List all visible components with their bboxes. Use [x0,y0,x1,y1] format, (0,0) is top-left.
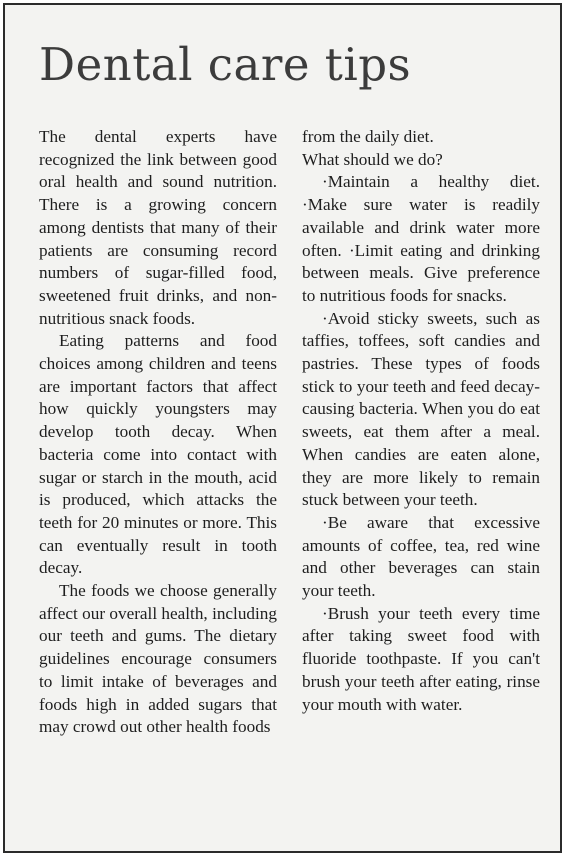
section-heading: What should we do? [302,149,443,169]
tip-healthy-diet: ·Maintain a healthy diet. ·Make sure water is readily available and drink water more often. ·Limit eating and drinking between meals. Give preference to nutritious foods for snacks. [302,172,540,305]
paragraph-foods-we-choose: The foods we choose generally affect our overall health, including our teeth and gums. The dietary guidelines encourage consumers to limit intake of beverages and foods high in added sugars that may crowd out other health foods [39,581,277,737]
article-title: Dental care tips [39,38,412,91]
tip-stain-beverages: ·Be aware that excessive amounts of coffee, tea, red wine and other beverages can stain your teeth. [302,512,540,601]
paragraph-eating-patterns: Eating patterns and food choices among children and teens are important factors that affect how quickly youngsters may develop tooth decay. When bacteria come into contact with sugar or starch in the mouth, acid is produced, which attacks the teeth for 20 minutes or more. This can eventually result in tooth decay. [39,331,277,578]
tip-brush-teeth: ·Brush your teeth every time after taking sweet food with fluoride toothpaste. If you can't brush your teeth after eating, rinse your mouth with water. [302,603,540,714]
tip-sticky-sweets: ·Avoid sticky sweets, such as taffies, toffees, soft candies and pastries. These types of foods stick to your teeth and feed decay-causing bacteria. When you do eat sweets, eat them after a meal. When candies are eaten alone, they are more likely to remain stuck between your teeth. [302,308,540,510]
article-clipping [3,3,562,853]
paragraph-intro: The dental experts have recognized the link between good oral health and sound nutrition. There is a growing concern among dentists that many of their patients are consuming record numbers of sugar-filled food, sweetened fruit drinks, and nonnutritious snack foods. [39,127,277,328]
paragraph-continuation: from the daily diet. [302,127,434,146]
right-column [302,126,540,716]
left-column [39,126,277,739]
